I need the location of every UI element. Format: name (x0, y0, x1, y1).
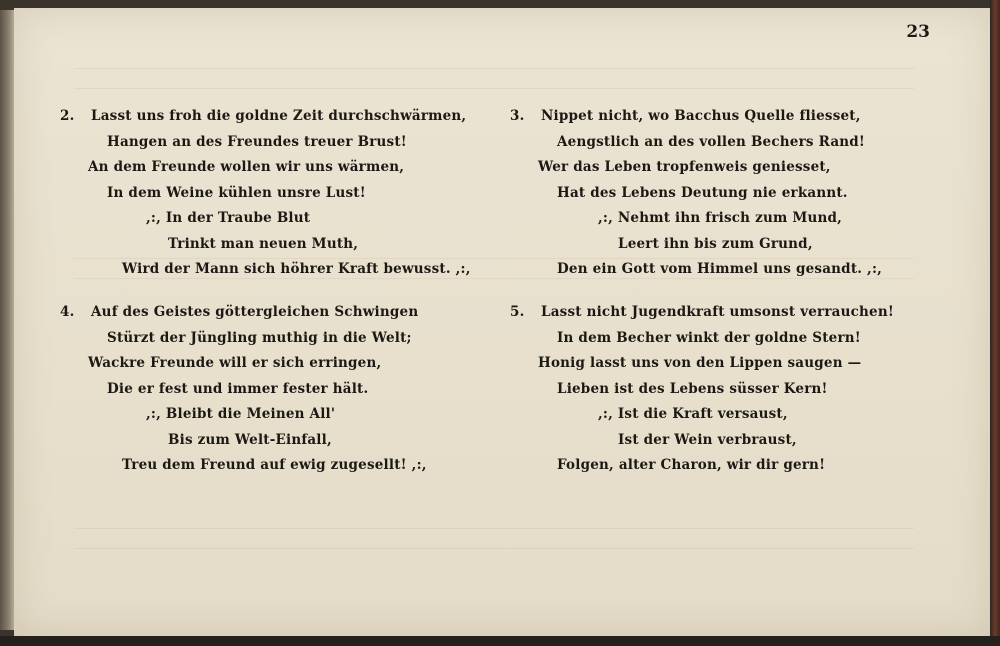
show-through-staff-line (74, 68, 914, 69)
stanza-line (60, 300, 427, 326)
scan-bottom-edge (0, 636, 1000, 646)
stanza-line: Aengstlich an des vollen Bechers Rand! (557, 133, 866, 150)
stanza-4 (60, 300, 427, 479)
stanza-line (60, 104, 471, 130)
stanza-2 (60, 104, 471, 283)
book-cover-edge (990, 0, 1000, 646)
stanza-line: Den ein Gott vom Himmel uns gesandt. ,:, (557, 261, 883, 277)
stanza-line: Lieben ist des Lebens süsser Kern! (557, 380, 828, 397)
stanza-number: 2. (60, 108, 75, 124)
stanza-line: Hangen an des Freundes treuer Brust! (107, 133, 407, 150)
stanza-line: Folgen, alter Charon, wir dir gern! (557, 457, 826, 473)
stanza-3 (510, 104, 882, 283)
stanza-line: In dem Weine kühlen unsre Lust! (107, 184, 366, 201)
stanza-line: In dem Becher winkt der goldne Stern! (557, 329, 861, 346)
stanza-line: Die er fest und immer fester hält. (107, 380, 369, 397)
stanza-number: 5. (510, 304, 525, 320)
show-through-staff-line (74, 548, 914, 549)
verse-text: Auf des Geistes göttergleichen Schwingen (91, 304, 419, 320)
stanza-line: Trinkt man neuen Muth, (168, 235, 359, 252)
stanza-line: ,:, Nehmt ihn frisch zum Mund, (598, 210, 843, 226)
verse-text: Nippet nicht, wo Bacchus Quelle fliesset, (541, 108, 861, 124)
page-number: 23 (906, 22, 930, 42)
stanza-line: Ist der Wein verbraust, (618, 431, 797, 448)
stanza-line: Leert ihn bis zum Grund, (618, 235, 813, 252)
stanza-line: Wird der Mann sich höhrer Kraft bewusst. ,:, (122, 261, 471, 277)
stanza-line: ,:, In der Traube Blut (146, 210, 311, 226)
stanza-number: 3. (510, 108, 525, 124)
stanza-line: Hat des Lebens Deutung nie erkannt. (557, 184, 848, 201)
verse-text: Lasst uns froh die goldne Zeit durchschwärmen, (91, 108, 467, 124)
book-spine-edge (0, 10, 14, 630)
stanza-line: Stürzt der Jüngling muthig in die Welt; (107, 329, 412, 346)
book-page (14, 8, 990, 636)
show-through-staff-line (74, 528, 914, 529)
stanza-line: ,:, Ist die Kraft versaust, (598, 406, 788, 422)
stanza-number: 4. (60, 304, 75, 320)
stanza-line: Wackre Freunde will er sich erringen, (88, 355, 382, 371)
stanza-line: Bis zum Welt-Einfall, (168, 431, 332, 448)
stanza-5 (510, 300, 894, 479)
stanza-line: ,:, Bleibt die Meinen All' (146, 406, 336, 422)
show-through-staff-line (74, 88, 914, 89)
stanza-line (510, 300, 894, 326)
stanza-line (510, 104, 882, 130)
stanza-line: An dem Freunde wollen wir uns wärmen, (88, 159, 405, 175)
stanza-line: Wer das Leben tropfenweis geniesset, (538, 159, 831, 175)
verse-text: Lasst nicht Jugendkraft umsonst verrauchen! (541, 304, 894, 320)
stanza-line: Treu dem Freund auf ewig zugesellt! ,:, (122, 457, 427, 473)
stanza-line: Honig lasst uns von den Lippen saugen — (538, 355, 862, 371)
